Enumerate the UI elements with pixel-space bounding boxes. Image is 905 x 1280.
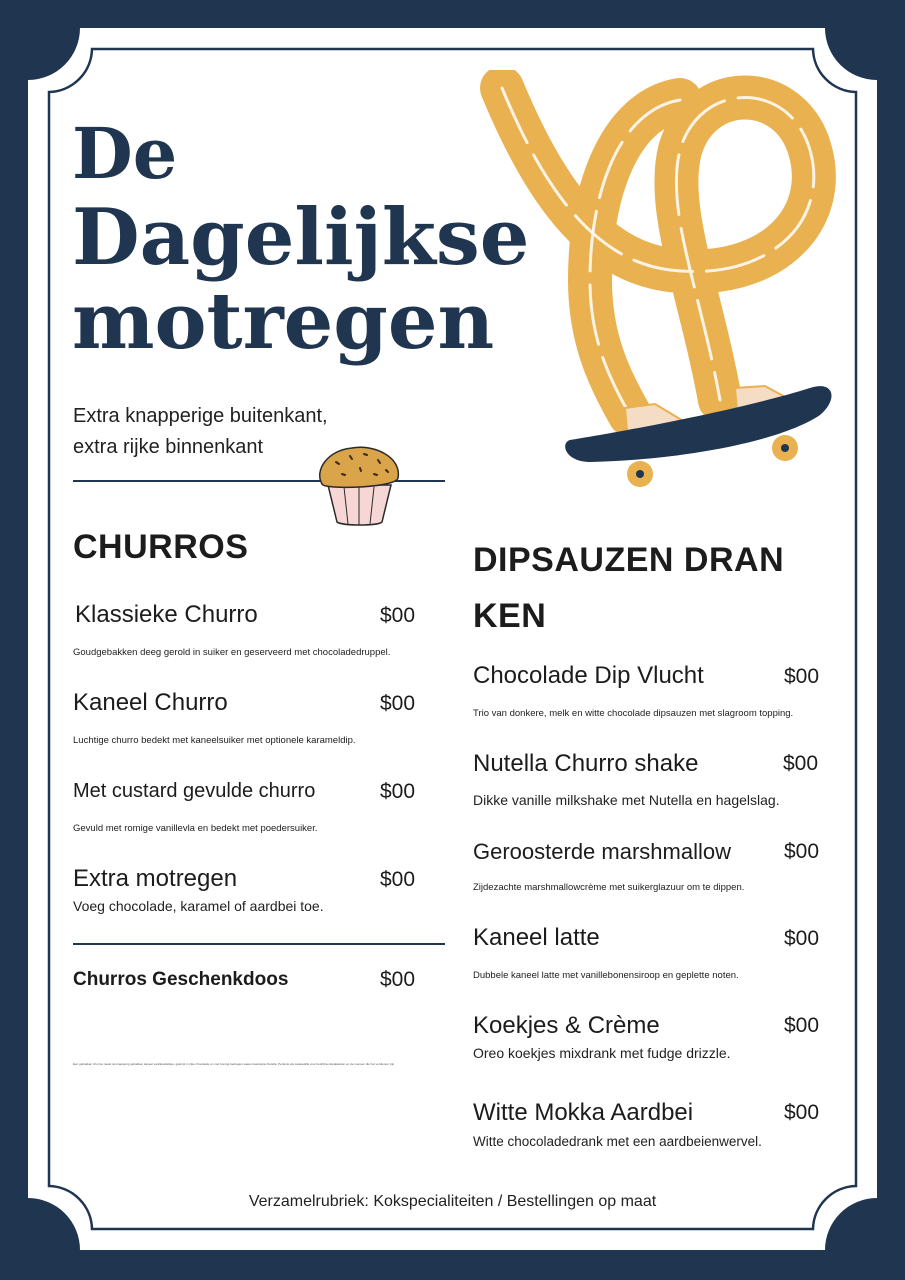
drinks-item-name: Nutella Churro shake xyxy=(473,750,699,777)
drinks-heading-line-1: DIPSAUZEN DRAN xyxy=(473,541,785,579)
drinks-item-desc: Zijdezachte marshmallowcrème met suikerglazuur om te dippen. xyxy=(473,882,745,893)
gift-box-name: Churros Geschenkdoos xyxy=(73,969,289,990)
drinks-heading xyxy=(473,532,784,644)
drinks-item-name: Witte Mokka Aardbei xyxy=(473,1099,694,1126)
gift-box-price: $00 xyxy=(380,968,416,991)
drinks-item-price: $00 xyxy=(784,665,820,688)
churros-item-name: Met custard gevulde churro xyxy=(73,780,316,802)
drinks-item-price: $00 xyxy=(784,927,820,950)
drinks-item-desc: Dubbele kaneel latte met vanillebonensiroop en geplette noten. xyxy=(473,970,739,981)
churros-heading: CHURROS xyxy=(73,528,249,566)
churros-item-desc: Luchtige churro bedekt met kaneelsuiker met optionele karameldip. xyxy=(73,735,356,746)
churros-item-desc: Voeg chocolade, karamel of aardbei toe. xyxy=(73,898,324,914)
churros-item-price: $00 xyxy=(380,604,416,627)
page-title xyxy=(72,112,530,367)
drinks-item-desc: Witte chocoladedrank met een aardbeienwervel. xyxy=(473,1134,762,1149)
drinks-item-desc: Dikke vanille milkshake met Nutella en hagelslag. xyxy=(473,792,780,808)
churros-item-desc: Goudgebakken deeg gerold in suiker en geserveerd met chocoladedruppel. xyxy=(73,647,391,658)
drinks-heading-line-2: KEN xyxy=(473,597,547,635)
churros-item-price: $00 xyxy=(380,692,416,715)
title-line-3: motregen xyxy=(72,276,495,367)
drinks-item-desc: Trio van donkere, melk en witte chocolade dipsauzen met slagroom topping. xyxy=(473,708,794,719)
drinks-item-name: Kaneel latte xyxy=(473,924,600,951)
drinks-item-price: $00 xyxy=(784,1101,820,1124)
churros-item-price: $00 xyxy=(380,868,416,891)
churros-item-name: Extra motregen xyxy=(73,865,238,892)
drinks-item-name: Koekjes & Crème xyxy=(473,1012,660,1039)
churros-item-name: Klassieke Churro xyxy=(75,601,258,628)
churro-skateboard-icon xyxy=(480,70,840,500)
divider xyxy=(73,943,445,945)
drinks-item-name: Geroosterde marshmallow xyxy=(473,839,731,864)
drinks-item-price: $00 xyxy=(784,840,820,863)
churros-item-price: $00 xyxy=(380,780,416,803)
drinks-item-price: $00 xyxy=(783,752,819,775)
gift-box-desc: Een gebakken churros naast de knapperig gebakken kaneel vanillewafeltjes, geknipt in rijke chocolade en met honing-bedragen saaus basiswijne Nutella. Perfecte als cadeauklik voor bedrijf-kerstpakketten en de mensen die het verdienen zijn. xyxy=(73,1062,396,1066)
title-line-1: De xyxy=(72,112,178,195)
cupcake-icon xyxy=(312,440,407,530)
drinks-item-desc: Oreo koekjes mixdrank met fudge drizzle. xyxy=(473,1045,731,1061)
churros-item-name: Kaneel Churro xyxy=(73,689,228,716)
title-line-2: Dagelijkse xyxy=(72,192,530,283)
subtitle-line-2: extra rijke binnenkant xyxy=(73,436,264,458)
drinks-item-name: Chocolade Dip Vlucht xyxy=(473,662,704,689)
subtitle-line-1: Extra knapperige buitenkant, xyxy=(73,405,328,427)
footer-text: Verzamelrubriek: Kokspecialiteiten / Bestellingen op maat xyxy=(248,1193,657,1210)
drinks-item-price: $00 xyxy=(784,1014,820,1037)
churros-item-desc: Gevuld met romige vanillevla en bedekt met poedersuiker. xyxy=(73,823,318,834)
